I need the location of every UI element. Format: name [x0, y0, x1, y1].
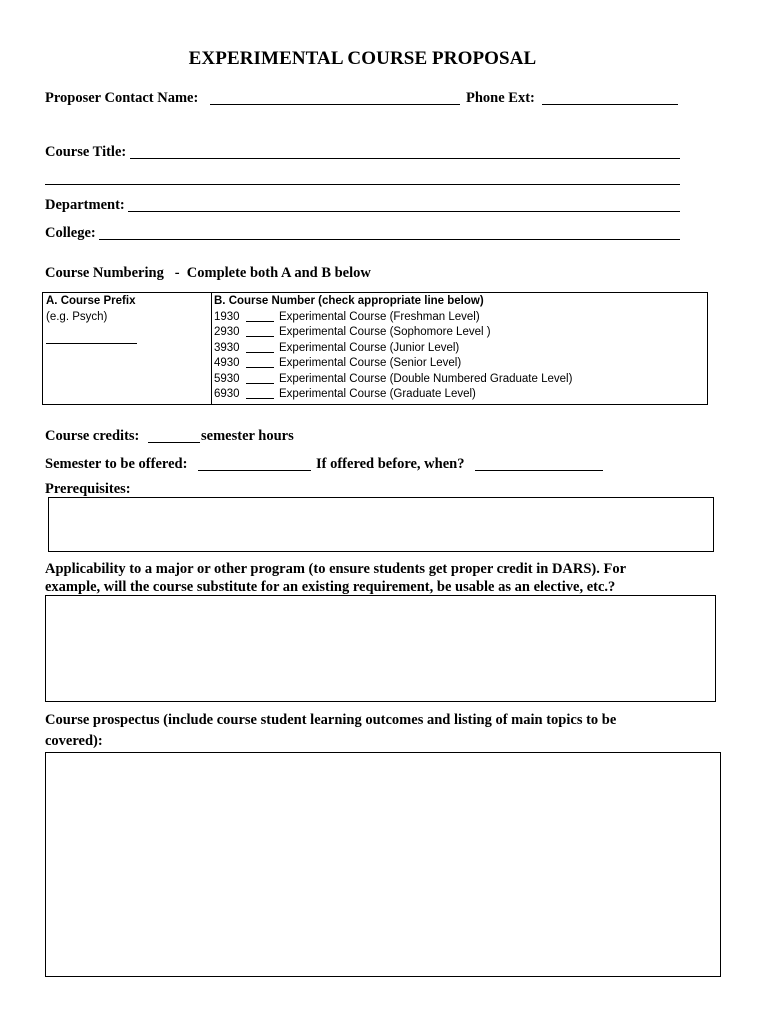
course-number: 1930 — [214, 310, 240, 323]
applicability-field[interactable] — [45, 595, 716, 702]
semester-offered-field[interactable] — [198, 470, 311, 471]
course-prefix-field[interactable] — [46, 343, 137, 344]
course-title-label: Course Title: — [45, 144, 127, 160]
course-credits-label: Course credits: — [45, 428, 140, 444]
course-title-field-line-2[interactable] — [45, 184, 680, 185]
course-number-check-line[interactable] — [246, 310, 274, 322]
department-label: Department: — [45, 197, 125, 213]
prerequisites-field[interactable] — [48, 497, 714, 552]
course-title-field[interactable] — [130, 158, 680, 159]
course-number-check-line[interactable] — [246, 387, 274, 399]
prerequisites-label: Prerequisites: — [45, 481, 131, 497]
phone-ext-field[interactable] — [542, 104, 678, 105]
college-label: College: — [45, 225, 96, 241]
course-number-check-line[interactable] — [246, 372, 274, 384]
course-number-row — [214, 310, 572, 326]
course-level-desc: Experimental Course (Sophomore Level ) — [279, 326, 491, 338]
semester-hours-label: semester hours — [201, 428, 294, 444]
course-number-row — [214, 325, 572, 341]
course-number-row — [214, 356, 572, 372]
applicability-label-line-2: example, will the course substitute for an existing requirement, be usable as an elective, etc.? — [45, 579, 616, 595]
course-level-desc: Experimental Course (Freshman Level) — [279, 310, 480, 323]
course-number-check-line[interactable] — [246, 325, 274, 337]
course-prefix-header: A. Course Prefix — [46, 295, 136, 307]
prospectus-label-line-1: Course prospectus (include course student learning outcomes and listing of main topics to be — [45, 712, 617, 728]
course-number-row — [214, 341, 572, 357]
course-number: 5930 — [214, 372, 240, 385]
course-credits-field[interactable] — [148, 442, 200, 443]
phone-ext-label: Phone Ext: — [466, 90, 535, 106]
applicability-label-line-1: Applicability to a major or other program (to ensure students get proper credit in DARS). For — [45, 561, 627, 577]
course-number: 6930 — [214, 388, 240, 400]
offered-before-label: If offered before, when? — [316, 456, 465, 472]
course-number: 2930 — [214, 326, 240, 338]
course-level-desc: Experimental Course (Senior Level) — [279, 357, 462, 369]
course-level-desc: Experimental Course (Double Numbered Graduate Level) — [279, 372, 573, 385]
department-field[interactable] — [128, 211, 680, 212]
course-numbering-table — [42, 292, 708, 405]
course-number-check-line[interactable] — [246, 341, 274, 353]
form-title: EXPERIMENTAL COURSE PROPOSAL — [188, 48, 537, 69]
course-prefix-example: (e.g. Psych) — [46, 310, 108, 323]
course-number-header: B. Course Number (check appropriate line below) — [214, 295, 484, 307]
course-level-desc: Experimental Course (Junior Level) — [279, 341, 460, 354]
course-number-row — [214, 387, 572, 403]
proposer-label: Proposer Contact Name: — [45, 90, 199, 106]
course-number-check-line[interactable] — [246, 356, 274, 368]
semester-offered-label: Semester to be offered: — [45, 456, 188, 472]
offered-before-field[interactable] — [475, 470, 603, 471]
course-number-row — [214, 372, 572, 388]
table-divider — [211, 293, 212, 404]
prospectus-field[interactable] — [45, 752, 721, 977]
course-numbering-label: Course Numbering - Complete both A and B below — [45, 265, 371, 281]
course-number: 4930 — [214, 357, 240, 369]
proposer-name-field[interactable] — [210, 104, 460, 105]
course-level-desc: Experimental Course (Graduate Level) — [279, 388, 476, 400]
prospectus-label-line-2: covered): — [45, 733, 103, 749]
college-field[interactable] — [99, 239, 680, 240]
course-number: 3930 — [214, 341, 240, 354]
